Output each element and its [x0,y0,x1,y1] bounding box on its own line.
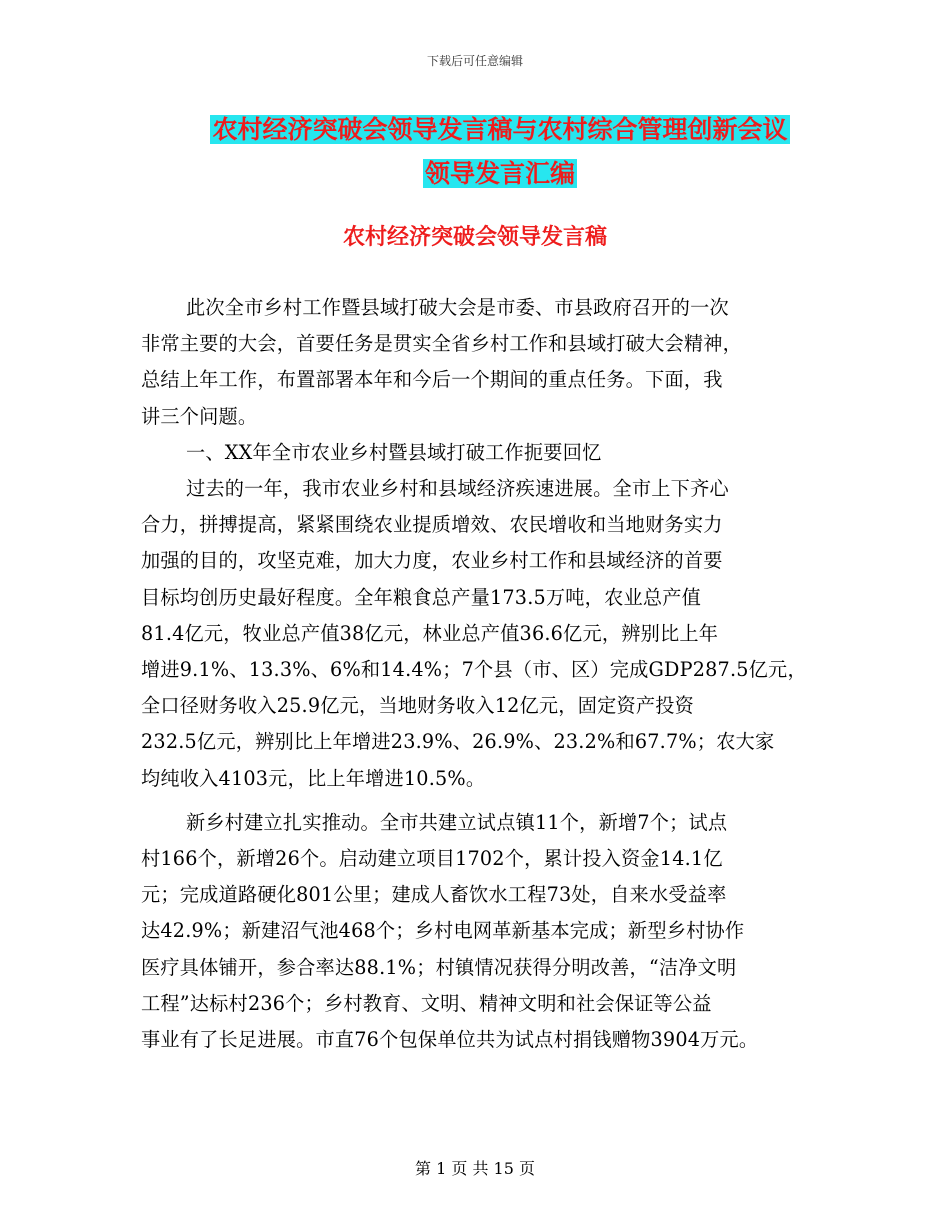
section-heading-1 [141,435,831,471]
document-body [141,290,831,1058]
text-line: 232.5亿元，辨别比上年增进23.9%、26.9%、23.2%和67.7%；农大家 [141,730,775,754]
text-line: 均纯收入4103元，比上年增进10.5%。 [141,766,486,790]
text-line: 新乡村建立扎实推动。全市共建立试点镇11个，新增7个；试点 [186,810,728,834]
page-number: 1 [436,1159,447,1178]
text-line: 医疗具体铺开，参合率达88.1%；村镇情况获得分明改善，“洁净文明 [141,955,737,979]
paragraph-review [141,471,831,797]
total-pages: 15 [493,1159,514,1178]
header-note: 下载后可任意编辑 [426,54,523,68]
text-line: 全口径财务收入25.9亿元，当地财务收入12亿元，固定资产投资 [141,694,695,718]
footer-prefix: 第 [414,1159,431,1178]
text-line: 工程”达标村236个；乡村教育、文明、精神文明和社会保证等公益 [141,991,712,1015]
text-line: 非常主要的大会，首要任务是贯实全省乡村工作和县域打破大会精神， [141,332,743,356]
title-highlight-2: 领导发言汇编 [424,159,575,188]
text-line: 元；完成道路硬化801公里；建成人畜饮水工程73处，自来水受益率 [141,883,727,907]
text-line: 一、XX年全市农业乡村暨县域打破工作扼要回忆 [186,440,602,464]
text-line: 目标均创历史最好程度。全年粮食总产量173.5万吨，农业总产值 [141,585,702,609]
text-line: 增进9.1%、13.3%、6%和14.4%；7个县（市、区）完成GDP287.5亿元， [141,658,807,682]
text-line: 达42.9%；新建沼气池468个；乡村电网革新基本完成；新型乡村协作 [141,919,745,943]
footer-suffix: 页 [519,1159,536,1178]
section-title: 农村经济突破会领导发言稿 [342,224,607,250]
text-line: 此次全市乡村工作暨县域打破大会是市委、市县政府召开的一次 [186,296,729,319]
text-line: 过去的一年，我市农业乡村和县域经济疾速进展。全市上下齐心 [186,477,729,501]
text-line: 讲三个问题。 [141,404,258,428]
paragraph-gap [141,797,831,805]
text-line: 村166个，新增26个。启动建立项目1702个，累计投入资金14.1亿 [141,847,723,871]
text-line: 事业有了长足进展。市直76个包保单位共为试点村捐钱赠物3904万元。 [141,1028,759,1052]
document-title-line-2 [100,156,900,192]
footer-middle: 页 共 [451,1159,489,1178]
page-footer [0,1156,950,1179]
text-line: 合力，拼搏提高，紧紧围绕农业提质增效、农民增收和当地财务实力 [141,513,723,537]
paragraph-intro [141,290,831,435]
document-title-line-1 [100,112,900,148]
title-highlight-1: 农村经济突破会领导发言稿与农村综合管理创新会议 [212,115,788,144]
text-line: 总结上年工作，布置部署本年和今后一个期间的重点任务。下面，我 [141,368,723,392]
text-line: 81.4亿元，牧业总产值38亿元，林业总产值36.6亿元，辨别比上年 [141,621,719,645]
paragraph-new-village [141,805,831,1058]
text-line: 加强的目的，攻坚克难，加大力度，农业乡村工作和县域经济的首要 [141,549,723,573]
